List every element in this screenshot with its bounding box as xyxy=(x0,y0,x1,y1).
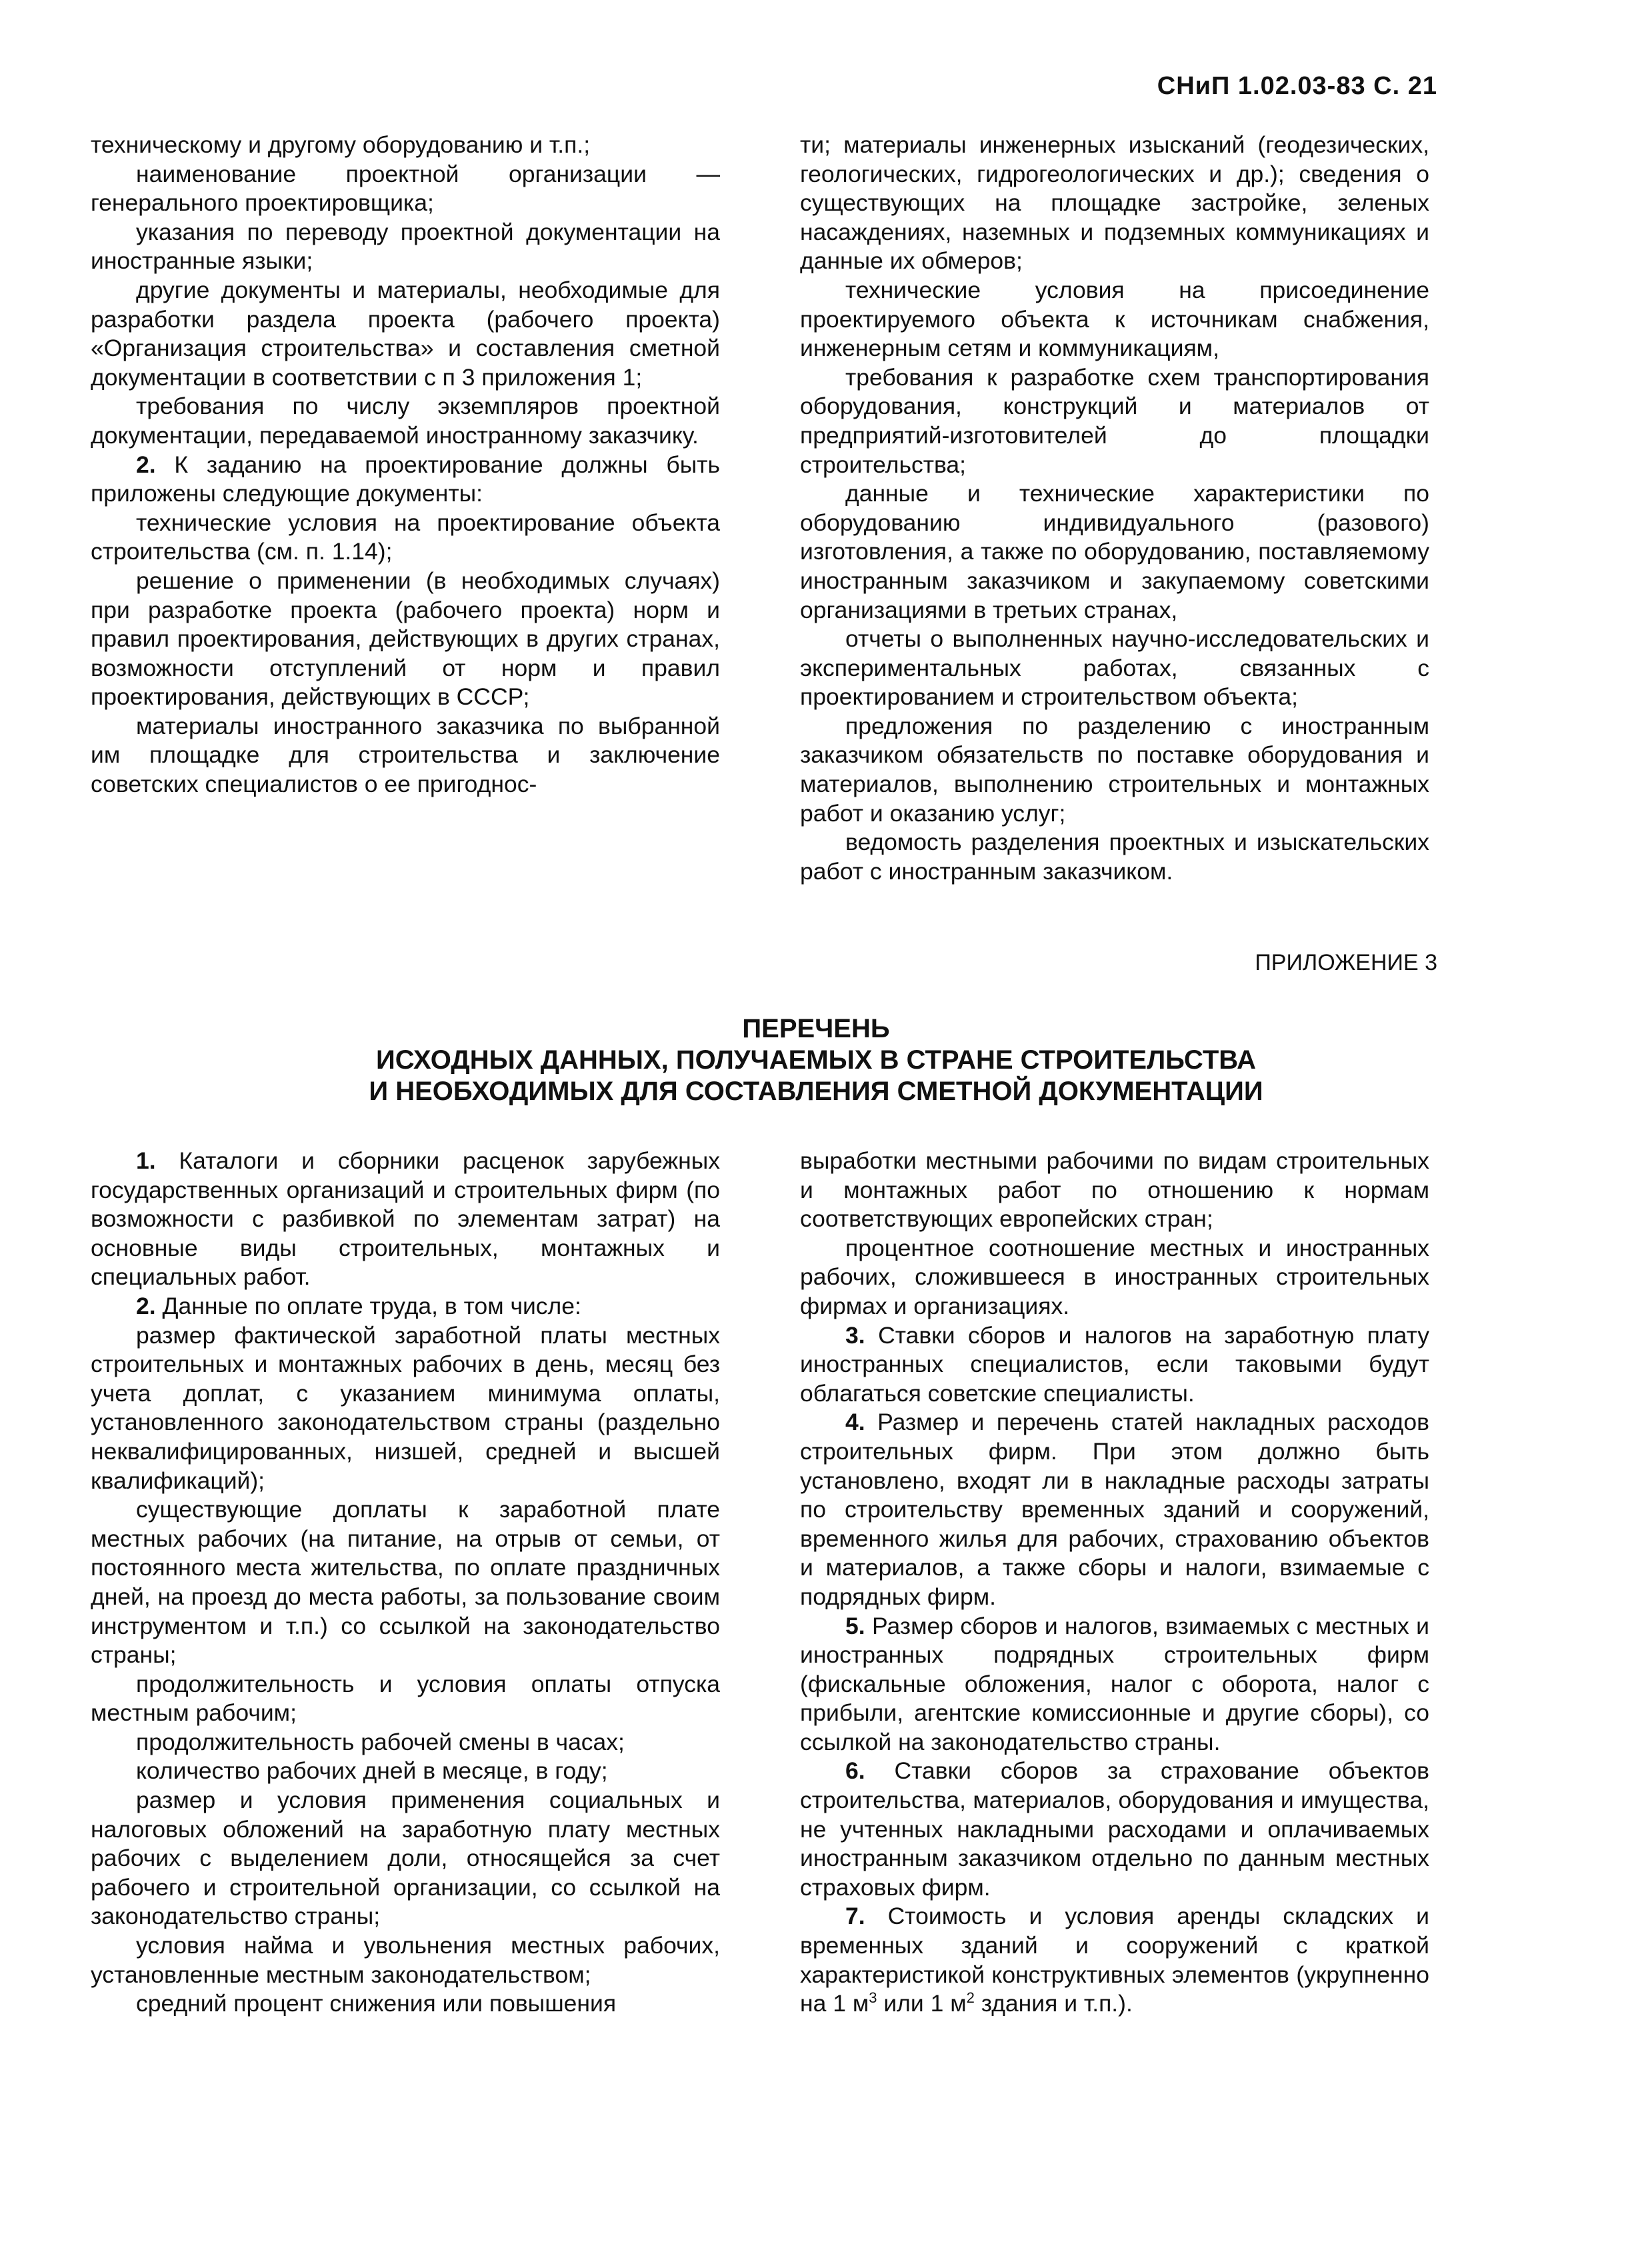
paragraph: требования по числу экземпляров проектной документации, передаваемой иностранному заказчику. xyxy=(91,393,720,449)
paragraph: отчеты о выполненных научно-исследовательских и экспериментальных работах, связанных с проектированием и строительством объекта; xyxy=(800,625,1429,711)
paragraph: размер и условия применения социальных и налоговых обложений на заработную плату местных рабочих с выделением доли, относящейся за счет рабочего и строительной организации, со ссылкой на законодательство страны; xyxy=(91,1787,720,1930)
paragraph-text: здания и т.п.). xyxy=(974,1990,1133,2017)
paragraph: средний процент снижения или повышения xyxy=(136,1990,617,2017)
item-number: 4. xyxy=(845,1409,865,1436)
appendix-label: ПРИЛОЖЕНИЕ 3 xyxy=(1255,950,1437,975)
paragraph: требования к разработке схем транспортирования оборудования, конструкций и материалов от предприятий-изготовителей до площадки строительства; xyxy=(800,363,1429,478)
bottom-right-column xyxy=(800,1147,1429,2019)
paragraph-text: Каталоги и сборники расценок зарубежных государственных организаций и строительных фирм (по возможности с разбивкой по элементам затрат) на основные виды строительных, монтажных и специальных работ. xyxy=(91,1147,720,1291)
title-line: ИСХОДНЫХ ДАННЫХ, ПОЛУЧАЕМЫХ В СТРАНЕ СТРОИТЕЛЬСТВА xyxy=(375,1045,1257,1075)
item-number: 7. xyxy=(845,1903,865,1930)
superscript: 3 xyxy=(869,1989,877,2007)
top-right-column xyxy=(800,131,1429,886)
paragraph-text: Размер и перечень статей накладных расходов строительных фирм. При этом должно быть установлено, входят ли в накладные расходы затраты по строительству временных зданий и сооружений, временного жилья для рабочих, страхованию объектов и материалов, а также сборы и налоги, взимаемые с подрядных фирм. xyxy=(800,1409,1429,1610)
paragraph-text: К заданию на проектирование должны быть приложены следующие документы: xyxy=(91,451,720,507)
item-number: 1. xyxy=(136,1147,156,1174)
numbered-paragraph xyxy=(800,1612,1429,1757)
item-number: 3. xyxy=(845,1321,865,1349)
paragraph: другие документы и материалы, необходимые для разработки раздела проекта (рабочего проекта) «Организация строительства» и составления сметной документации в соответствии с п 3 приложения 1; xyxy=(91,276,720,391)
numbered-paragraph xyxy=(91,1292,720,1321)
paragraph: количество рабочих дней в месяце, в году; xyxy=(136,1757,608,1785)
numbered-paragraph xyxy=(800,1408,1429,1611)
paragraph: указания по переводу проектной документации на иностранные языки; xyxy=(91,218,720,275)
paragraph: материалы иностранного заказчика по выбранной им площадке для строительства и заключение советских специалистов о ее пригоднос- xyxy=(91,712,720,798)
paragraph: данные и технические характеристики по оборудованию индивидуального (разового) изготовления, а также по оборудованию, поставляемому иностранным заказчиком и закупаемому советскими организациями в третьих странах, xyxy=(800,480,1429,623)
title-line: И НЕОБХОДИМЫХ ДЛЯ СОСТАВЛЕНИЯ СМЕТНОЙ ДОКУМЕНТАЦИИ xyxy=(369,1077,1263,1106)
bottom-left-column xyxy=(91,1147,720,2019)
paragraph-text: Стоимость и условия аренды складских и временных зданий и сооружений с краткой характеристикой конструктивных элементов (укрупненно на 1 м xyxy=(800,1903,1429,2017)
paragraph: решение о применении (в необходимых случаях) при разработке проекта (рабочего проекта) норм и правил проектирования, действующих в других странах, возможности отступлений от норм и правил проектирования, действующих в СССР; xyxy=(91,567,720,711)
paragraph-text: Размер сборов и налогов, взимаемых с местных и иностранных подрядных строительных фирм (фискальные обложения, налог с оборота, налог с прибыли, агентские комиссионные и другие сборы), со ссылкой на законодательство страны. xyxy=(800,1612,1429,1755)
numbered-paragraph xyxy=(800,1902,1429,2018)
paragraph-text: Данные по оплате труда, в том числе: xyxy=(155,1292,581,1319)
paragraph: ведомость разделения проектных и изыскательских работ с иностранным заказчиком. xyxy=(800,829,1429,885)
numbered-paragraph xyxy=(91,1147,720,1292)
paragraph: процентное соотношение местных и иностранных рабочих, сложившееся в иностранных строительных фирмах и организациях. xyxy=(800,1234,1429,1319)
item-number: 5. xyxy=(845,1612,865,1639)
paragraph: условия найма и увольнения местных рабочих, установленные местным законодательством; xyxy=(91,1932,720,1988)
top-left-column xyxy=(91,131,720,799)
paragraph: наименование проектной организации — генерального проектировщика; xyxy=(91,160,720,217)
title-line: ПЕРЕЧЕНЬ xyxy=(742,1014,890,1043)
page-header-code: СНиП 1.02.03-83 С. 21 xyxy=(1157,72,1437,100)
numbered-paragraph xyxy=(91,451,720,509)
paragraph: предложения по разделению с иностранным заказчиком обязательств по поставке оборудования и материалов, выполнению строительных и монтажных работ и оказанию услуг; xyxy=(800,712,1429,827)
section-title xyxy=(0,1013,1632,1107)
numbered-paragraph xyxy=(800,1321,1429,1409)
numbered-paragraph xyxy=(800,1757,1429,1902)
superscript: 2 xyxy=(966,1989,975,2007)
paragraph: ти; материалы инженерных изысканий (геодезических, геологических, гидрогеологических и др.); сведения о существующих на площадке застройке, зеленых насаждениях, наземных и подземных коммуникациях и данные их обмеров; xyxy=(800,131,1429,275)
paragraph: существующие доплаты к заработной плате местных рабочих (на питание, на отрыв от семьи, от постоянного места жительства, по оплате праздничных дней, на проезд до места работы, за пользование своим инструментом и т.п.) со ссылкой на законодательство страны; xyxy=(91,1496,720,1669)
paragraph-text: или 1 м xyxy=(877,1990,967,2017)
paragraph-text: Ставки сборов за страхование объектов строительства, материалов, оборудования и имущества, не учтенных накладными расходами и оплачиваемых иностранным заказчиком отдельно по данным местных страховых фирм. xyxy=(800,1757,1429,1901)
paragraph: технические условия на присоединение проектируемого объекта к источникам снабжения, инженерным сетям и коммуникациям, xyxy=(800,276,1429,362)
item-number: 2. xyxy=(136,1292,156,1319)
item-number: 2. xyxy=(136,451,156,478)
paragraph: техническому и другому оборудованию и т.п.; xyxy=(91,131,591,158)
paragraph: размер фактической заработной платы местных строительных и монтажных рабочих в день, месяц без учета доплат, с указанием минимума оплаты, установленного законодательством страны (раздельно неквалифицированных, низшей, средней и высшей квалификаций); xyxy=(91,1321,720,1494)
paragraph-text: Ставки сборов и налогов на заработную плату иностранных специалистов, если таковыми будут облагаться советские специалисты. xyxy=(800,1321,1429,1407)
item-number: 6. xyxy=(845,1757,865,1785)
paragraph: продолжительность рабочей смены в часах; xyxy=(136,1728,625,1755)
paragraph: выработки местными рабочими по видам строительных и монтажных работ по отношению к нормам соответствующих европейских стран; xyxy=(800,1147,1429,1233)
paragraph: продолжительность и условия оплаты отпуска местным рабочим; xyxy=(91,1670,720,1727)
paragraph: технические условия на проектирование объекта строительства (см. п. 1.14); xyxy=(91,509,720,565)
